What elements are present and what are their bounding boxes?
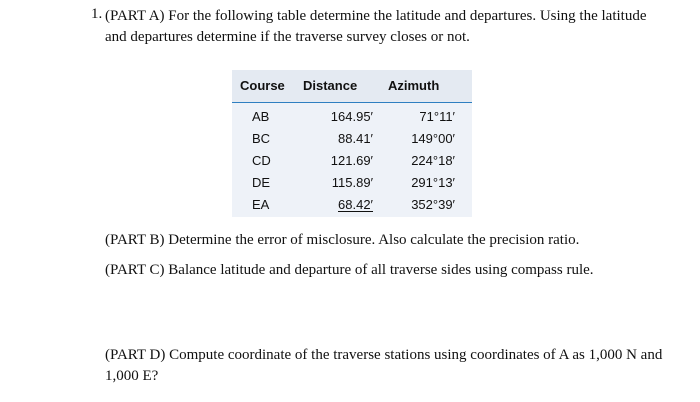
- header-azimuth: Azimuth: [388, 78, 440, 93]
- table-header: [232, 70, 472, 103]
- cell-distance: 68.42′: [338, 197, 373, 212]
- cell-azimuth: 71°11′: [419, 109, 455, 124]
- cell-azimuth: 291°13′: [411, 175, 455, 190]
- table-row: [232, 195, 472, 217]
- cell-distance: 121.69′: [330, 153, 373, 168]
- cell-distance: 115.89′: [331, 175, 373, 190]
- table-row: [232, 173, 472, 195]
- cell-course: CD: [252, 153, 271, 168]
- cell-course: BC: [252, 131, 271, 146]
- table-row: [232, 107, 472, 129]
- cell-azimuth: 224°18′: [411, 153, 455, 168]
- cell-distance: 164.95′: [330, 109, 373, 124]
- table-body: [232, 103, 472, 217]
- part-c-text: (PART C) Balance latitude and departure of all traverse sides using compass rule.: [105, 262, 594, 278]
- cell-distance: 88.41′: [338, 131, 373, 146]
- header-course: Course: [240, 78, 285, 93]
- cell-azimuth: 352°39′: [411, 197, 455, 212]
- table-row: [232, 129, 472, 151]
- part-b-text: (PART B) Determine the error of misclosure. Also calculate the precision ratio.: [105, 232, 580, 248]
- traverse-table: [232, 70, 472, 217]
- cell-course: EA: [252, 197, 270, 212]
- part-d-text: (PART D) Compute coordinate of the traverse stations using coordinates of A as 1,000 N and 1,000 E?: [105, 347, 663, 384]
- header-distance: Distance: [303, 78, 358, 93]
- question-number: 1.: [91, 6, 103, 22]
- cell-course: DE: [252, 175, 271, 190]
- part-a-text: (PART A) For the following table determine the latitude and departures. Using the latitude and departures determine if the traverse survey closes or not.: [105, 8, 647, 45]
- table-row: [232, 151, 472, 173]
- cell-azimuth: 149°00′: [411, 131, 455, 146]
- cell-course: AB: [252, 109, 270, 124]
